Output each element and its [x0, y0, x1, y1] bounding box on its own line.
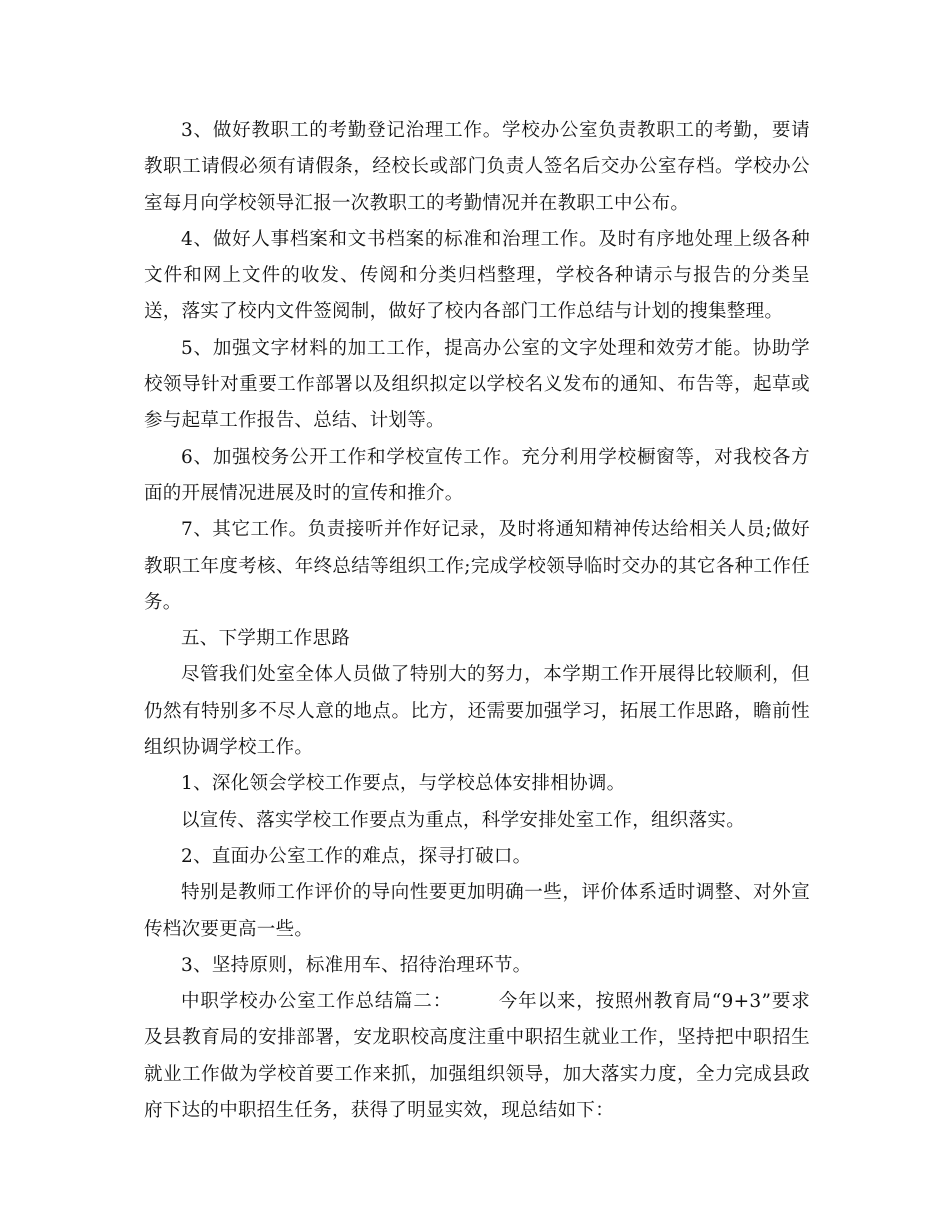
document-body	[144, 113, 810, 1129]
paragraph-writing: 5、加强文字材料的加工工作，提高办公室的文字处理和效劳才能。协助学校领导针对重要工作部署以及组织拟定以学校名义发布的通知、布告等，起草或参与起草工作报告、总结、计划等。	[144, 337, 810, 432]
paragraph-point-3: 3、坚持原则，标准用车、招待治理环节。	[181, 954, 532, 976]
part-two-body: 今年以来，按照州教育局“9+3”要求及县教育局的安排部署，安龙职校高度注重中职招生就业工作，坚持把中职招生就业工作做为学校首要工作来抓，加强组织领导，加大落实力度，全力完成县政府下达的中职招生任务，获得了明显实效，现总结如下：	[144, 991, 810, 1122]
paragraph-publicity: 6、加强校务公开工作和学校宣传工作。充分利用学校橱窗等，对我校各方面的开展情况进展及时的宣传和推介。	[144, 446, 810, 504]
part-two-title: 中职学校办公室工作总结篇二：	[181, 991, 453, 1013]
paragraph-other-work: 7、其它工作。负责接听并作好记录，及时将通知精神传达给相关人员;做好教职工年度考核、年终总结等组织工作;完成学校领导临时交办的其它各种工作任务。	[144, 519, 810, 613]
section-heading: 五、下学期工作思路	[181, 628, 351, 650]
paragraph-point-1-detail: 以宣传、落实学校工作要点为重点，科学安排处室工作，组织落实。	[181, 809, 746, 831]
paragraph-archives: 4、做好人事档案和文书档案的标准和治理工作。及时有序地处理上级各种文件和网上文件的收发、传阅和分类归档整理，学校各种请示与报告的分类呈送，落实了校内文件签阅制，做好了校内各部门工作总结与计划的搜集整理。	[144, 228, 810, 323]
paragraph-point-1: 1、深化领会学校工作要点，与学校总体安排相协调。	[181, 773, 626, 795]
paragraph-part-two	[144, 984, 810, 1129]
paragraph-attendance: 3、做好教职工的考勤登记治理工作。学校办公室负责教职工的考勤，要请教职工请假必须有请假条，经校长或部门负责人签名后交办公室存档。学校办公室每月向学校领导汇报一次教职工的考勤情况并在教职工中公布。	[144, 120, 810, 214]
paragraph-summary: 尽管我们处室全体人员做了特别大的努力，本学期工作开展得比较顺利，但仍然有特别多不尽人意的地点。比方，还需要加强学习，拓展工作思路，瞻前性组织协调学校工作。	[144, 664, 810, 759]
paragraph-point-2-detail: 特别是教师工作评价的导向性要更加明确一些，评价体系适时调整、对外宣传档次要更高一些。	[144, 882, 810, 940]
paragraph-point-2: 2、直面办公室工作的难点，探寻打破口。	[181, 845, 532, 867]
